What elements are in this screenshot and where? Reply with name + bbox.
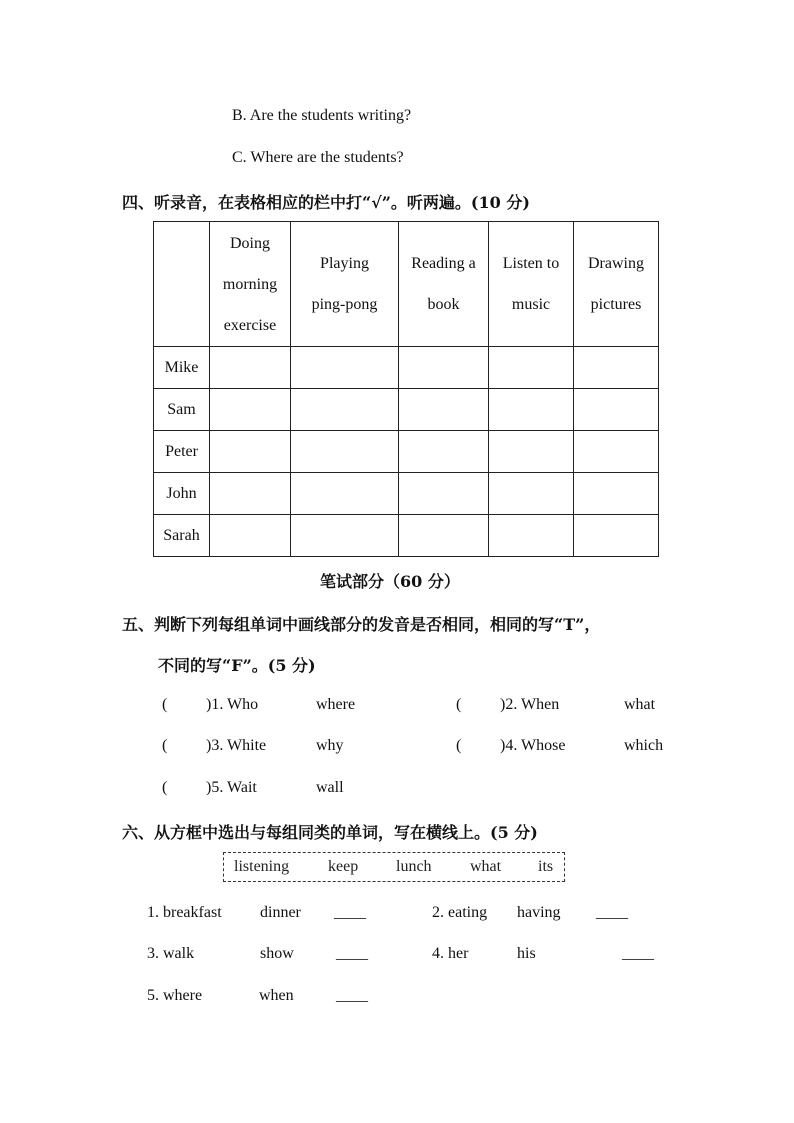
listening-table <box>153 221 659 557</box>
q5-item-word: )5. Wait <box>206 779 257 796</box>
q5-item-word2: which <box>624 737 664 754</box>
answer-cell[interactable] <box>210 389 291 431</box>
q6-item-word1: 1. breakfast <box>147 904 222 921</box>
q5-item-word: )4. Whose <box>500 737 566 754</box>
answer-cell[interactable] <box>291 389 399 431</box>
q5-heading-line2: 不同的写“F”。(5 分) <box>158 656 316 675</box>
word-box-item: lunch <box>396 858 432 875</box>
answer-cell[interactable] <box>574 473 659 515</box>
q5-item-word: )1. Who <box>206 696 259 713</box>
answer-cell[interactable] <box>210 347 291 389</box>
q6-item-word2: show <box>260 945 294 962</box>
answer-cell[interactable] <box>210 473 291 515</box>
row-name: Sam <box>154 389 210 431</box>
q5-heading-line1: 五、判断下列每组单词中画线部分的发音是否相同，相同的写“T”， <box>122 615 601 634</box>
option-c: C. Where are the students? <box>232 149 404 166</box>
q6-item-word1: 4. her <box>432 945 469 962</box>
answer-blank[interactable]: ____ <box>596 904 628 921</box>
col-header: Reading a book <box>399 222 489 347</box>
answer-paren[interactable]: ( <box>162 737 168 754</box>
answer-cell[interactable] <box>399 389 489 431</box>
q6-item-word2: having <box>517 904 561 921</box>
answer-paren[interactable]: ( <box>162 696 168 713</box>
col-header: Playing ping-pong <box>291 222 399 347</box>
answer-cell[interactable] <box>489 347 574 389</box>
corner-cell <box>154 222 210 347</box>
answer-cell[interactable] <box>291 515 399 557</box>
word-box-item: listening <box>234 858 290 875</box>
table-row <box>154 431 659 473</box>
answer-paren[interactable]: ( <box>456 696 462 713</box>
q6-item-word2: dinner <box>260 904 301 921</box>
q5-item-word: )2. When <box>500 696 560 713</box>
col-header: Drawing pictures <box>574 222 659 347</box>
word-box <box>223 852 565 882</box>
answer-cell[interactable] <box>291 431 399 473</box>
col-header: Listen to music <box>489 222 574 347</box>
answer-blank[interactable]: ____ <box>334 904 366 921</box>
q5-item-word2: why <box>316 737 344 754</box>
answer-blank[interactable]: ____ <box>622 945 654 962</box>
option-b: B. Are the students writing? <box>232 107 412 124</box>
q5-item-word: )3. White <box>206 737 267 754</box>
table-row <box>154 347 659 389</box>
answer-paren[interactable]: ( <box>456 737 462 754</box>
q5-item-word2: where <box>316 696 356 713</box>
answer-cell[interactable] <box>399 473 489 515</box>
answer-cell[interactable] <box>210 431 291 473</box>
answer-blank[interactable]: ____ <box>336 945 368 962</box>
answer-cell[interactable] <box>574 389 659 431</box>
row-name: Mike <box>154 347 210 389</box>
q6-item-word1: 5. where <box>147 987 203 1004</box>
answer-cell[interactable] <box>291 473 399 515</box>
answer-cell[interactable] <box>574 347 659 389</box>
written-section-title: 笔试部分（60 分） <box>320 572 460 591</box>
answer-cell[interactable] <box>399 515 489 557</box>
answer-blank[interactable]: ____ <box>336 987 368 1004</box>
row-name: Sarah <box>154 515 210 557</box>
q6-item-word1: 2. eating <box>432 904 488 921</box>
answer-cell[interactable] <box>574 431 659 473</box>
answer-paren[interactable]: ( <box>162 779 168 796</box>
answer-cell[interactable] <box>210 515 291 557</box>
word-box-item: its <box>538 858 554 875</box>
word-box-item: keep <box>328 858 359 875</box>
answer-cell[interactable] <box>489 473 574 515</box>
table-row <box>154 389 659 431</box>
table-row <box>154 515 659 557</box>
table-row <box>154 473 659 515</box>
answer-cell[interactable] <box>489 389 574 431</box>
row-name: Peter <box>154 431 210 473</box>
q6-heading: 六、从方框中选出与每组同类的单词，写在横线上。(5 分) <box>122 823 538 842</box>
answer-cell[interactable] <box>399 347 489 389</box>
q4-heading: 四、听录音，在表格相应的栏中打“√”。听两遍。(10 分) <box>122 193 530 212</box>
q6-item-word2: when <box>259 987 294 1004</box>
answer-cell[interactable] <box>291 347 399 389</box>
answer-cell[interactable] <box>489 515 574 557</box>
q5-item-word2: what <box>624 696 656 713</box>
q5-item-word2: wall <box>316 779 344 796</box>
word-box-item: what <box>470 858 502 875</box>
row-name: John <box>154 473 210 515</box>
col-header: Doing morning exercise <box>210 222 291 347</box>
q6-item-word2: his <box>517 945 536 962</box>
answer-cell[interactable] <box>399 431 489 473</box>
q6-item-word1: 3. walk <box>147 945 195 962</box>
answer-cell[interactable] <box>489 431 574 473</box>
answer-cell[interactable] <box>574 515 659 557</box>
